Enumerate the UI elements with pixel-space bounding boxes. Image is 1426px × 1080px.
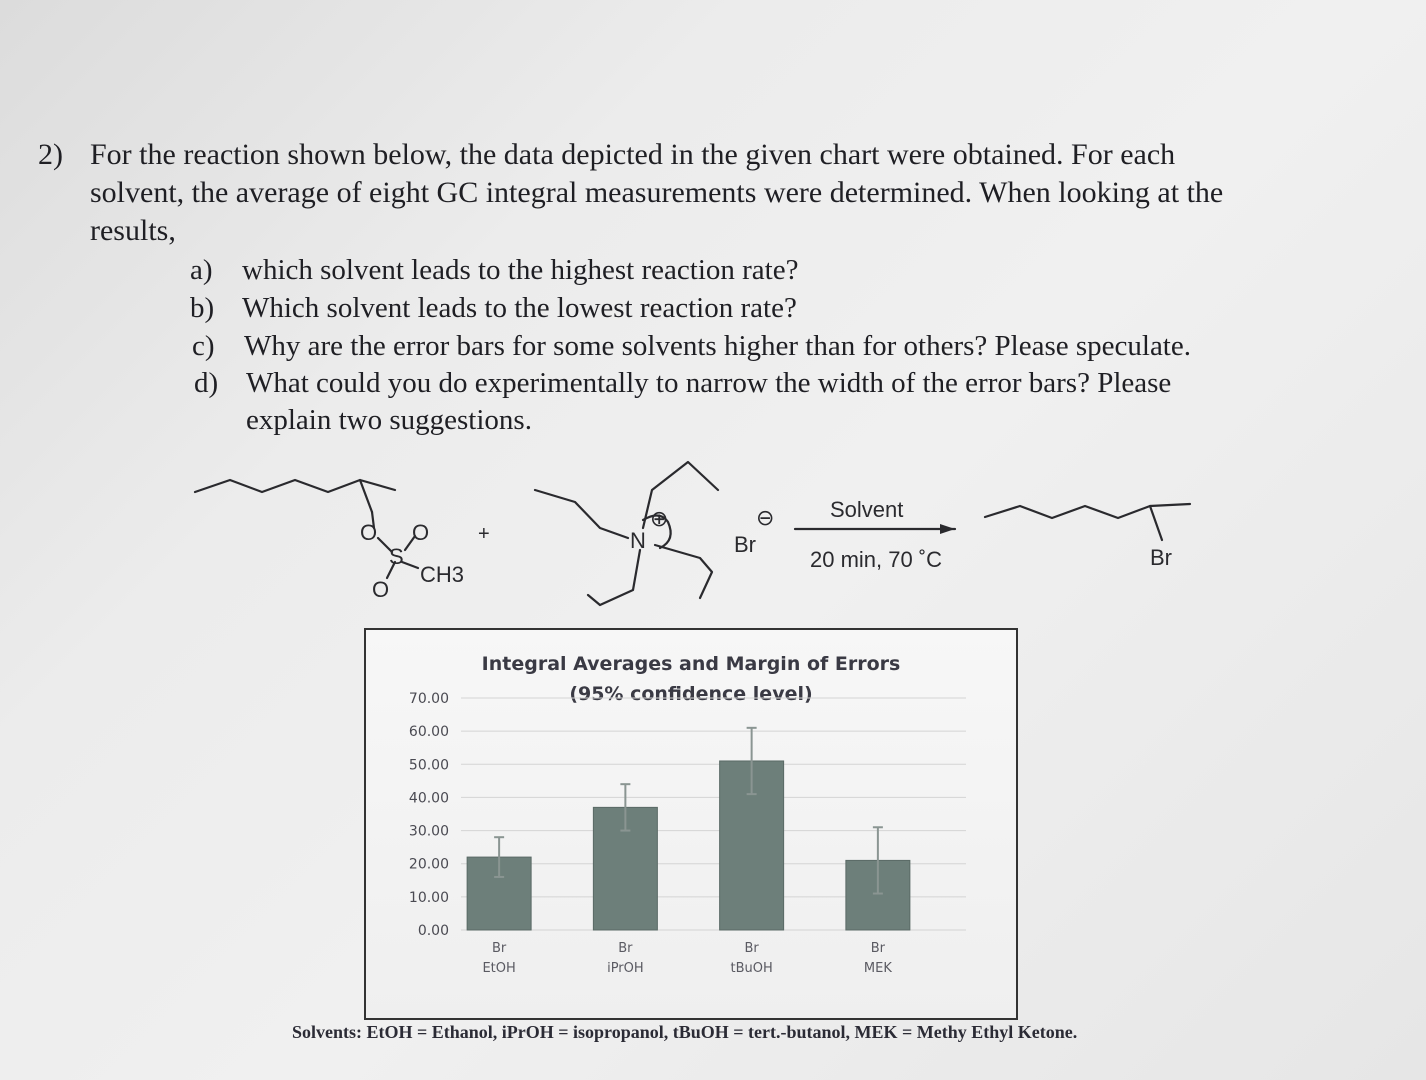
subquestion-label: c) (192, 330, 215, 362)
cation-charge: ⊕ (650, 506, 669, 531)
y-tick-label: 70.00 (408, 691, 449, 707)
question-line-1: For the reaction shown below, the data depicted in the given chart were obtained. For each (90, 138, 1176, 171)
sulfonyl-oxygen-2: O (412, 520, 430, 545)
subquestion-text: Why are the error bars for some solvents higher than for others? Please speculate. (244, 330, 1191, 362)
question-line-2: solvent, the average of eight GC integral measurements were determined. When looking at the (90, 176, 1224, 209)
arrow-bottom-label: 20 min, 70 ˚C (810, 547, 943, 572)
y-tick-label: 60.00 (408, 724, 449, 741)
subquestion-d-continuation: explain two suggestions. (246, 404, 532, 436)
category-top-label: Br (491, 941, 507, 956)
ammonium-chain (535, 490, 628, 538)
category-top-label: Br (618, 941, 633, 956)
subquestion-text: which solvent leads to the highest reaction rate? (242, 254, 799, 286)
arrow-top-label: Solvent (830, 497, 904, 522)
y-tick-label: 20.00 (408, 856, 449, 873)
y-tick-label: 30.00 (408, 823, 449, 840)
product-bromine: Br (1150, 545, 1172, 570)
nitrogen-atom: N (630, 528, 646, 553)
chart-subtitle: (95% confidence level) (569, 683, 813, 705)
sulfonyl-oxygen-1: O (360, 520, 378, 545)
category-label-iproh: iPrOH (607, 961, 644, 976)
question-line-3: results, (90, 214, 176, 247)
sulfonyl-oxygen-3: O (372, 577, 390, 602)
y-tick-label: 0.00 (417, 923, 449, 939)
category-label-mek: MEK (863, 961, 892, 976)
chart-frame (364, 628, 1018, 1020)
reactant-chain (195, 480, 395, 492)
sulfonyl-sulfur: S (389, 544, 404, 569)
solvents-footnote: Solvents: EtOH = Ethanol, iPrOH = isopropanol, tBuOH = tert.-butanol, MEK = Methy Ethyl Ketone. (292, 1022, 1078, 1042)
category-top-label: Br (870, 941, 886, 956)
category-label-tbuoh: tBuOH (730, 961, 773, 976)
chart-title: Integral Averages and Margin of Errors (481, 653, 901, 675)
reaction-scheme (0, 450, 1426, 620)
bromide-counter-ion: Br (734, 532, 756, 557)
subquestion-a (190, 254, 798, 287)
methyl-group: CH3 (420, 562, 465, 587)
subquestion-b (190, 292, 797, 325)
subquestion-text: Which solvent leads to the lowest reaction rate? (242, 292, 797, 324)
subquestion-label: d) (194, 367, 219, 399)
subquestion-label: a) (190, 254, 213, 286)
product-chain (985, 504, 1190, 518)
subquestion-label: b) (190, 292, 215, 324)
question-number: 2) (38, 138, 63, 171)
y-tick-label: 40.00 (408, 790, 449, 807)
plus-sign: + (478, 523, 490, 545)
category-top-label: Br (744, 941, 759, 956)
y-tick-label: 10.00 (408, 889, 449, 906)
category-label-etoh: EtOH (482, 961, 516, 976)
subquestion-c (192, 330, 1191, 363)
anion-charge: ⊖ (756, 505, 775, 530)
subquestion-text: What could you do experimentally to narrow the width of the error bars? Please (246, 367, 1172, 399)
y-tick-label: 50.00 (408, 757, 449, 774)
bar-chart (366, 630, 1016, 1018)
subquestion-d (194, 367, 1171, 400)
